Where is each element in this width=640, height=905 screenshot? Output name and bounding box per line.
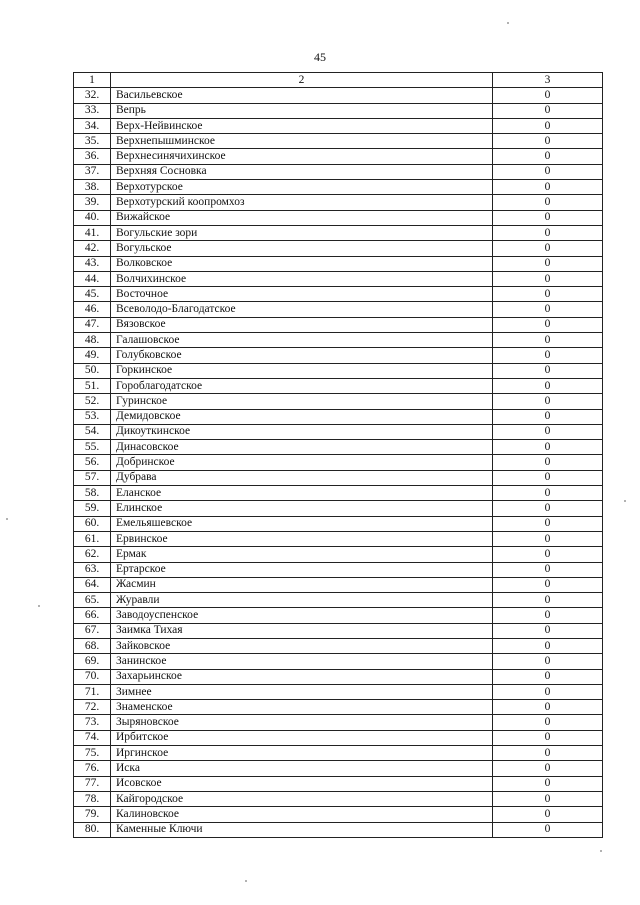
row-name-cell: Ертарское xyxy=(111,562,493,577)
scan-speck xyxy=(38,605,40,607)
table-row xyxy=(74,531,603,546)
row-name-cell: Верхотурский коопромхоз xyxy=(111,195,493,210)
row-value-cell: 0 xyxy=(493,654,603,669)
row-name-cell: Демидовское xyxy=(111,409,493,424)
row-number-cell: 41. xyxy=(74,225,111,240)
table-row xyxy=(74,684,603,699)
row-number-cell: 45. xyxy=(74,287,111,302)
row-value-cell: 0 xyxy=(493,317,603,332)
row-value-cell: 0 xyxy=(493,791,603,806)
row-number-cell: 64. xyxy=(74,577,111,592)
row-name-cell: Дикоуткинское xyxy=(111,424,493,439)
row-number-cell: 47. xyxy=(74,317,111,332)
row-number-cell: 56. xyxy=(74,455,111,470)
row-value-cell: 0 xyxy=(493,807,603,822)
row-value-cell: 0 xyxy=(493,822,603,837)
row-name-cell: Гуринское xyxy=(111,394,493,409)
row-value-cell: 0 xyxy=(493,271,603,286)
row-name-cell: Кайгородское xyxy=(111,791,493,806)
row-value-cell: 0 xyxy=(493,210,603,225)
row-value-cell: 0 xyxy=(493,669,603,684)
table-row xyxy=(74,103,603,118)
row-name-cell: Добринское xyxy=(111,455,493,470)
row-number-cell: 70. xyxy=(74,669,111,684)
row-value-cell: 0 xyxy=(493,761,603,776)
row-value-cell: 0 xyxy=(493,746,603,761)
table-row xyxy=(74,608,603,623)
row-value-cell: 0 xyxy=(493,516,603,531)
row-name-cell: Вепрь xyxy=(111,103,493,118)
row-name-cell: Вижайское xyxy=(111,210,493,225)
table-row xyxy=(74,134,603,149)
row-name-cell: Заводоуспенское xyxy=(111,608,493,623)
row-value-cell: 0 xyxy=(493,455,603,470)
row-number-cell: 54. xyxy=(74,424,111,439)
row-number-cell: 69. xyxy=(74,654,111,669)
row-name-cell: Верхнесинячихинское xyxy=(111,149,493,164)
table-row xyxy=(74,424,603,439)
table-row xyxy=(74,195,603,210)
table-row xyxy=(74,593,603,608)
row-name-cell: Восточное xyxy=(111,287,493,302)
row-value-cell: 0 xyxy=(493,409,603,424)
table-row xyxy=(74,623,603,638)
row-value-cell: 0 xyxy=(493,638,603,653)
row-name-cell: Зимнее xyxy=(111,684,493,699)
row-name-cell: Галашовское xyxy=(111,333,493,348)
row-name-cell: Захарьинское xyxy=(111,669,493,684)
row-value-cell: 0 xyxy=(493,623,603,638)
row-number-cell: 59. xyxy=(74,501,111,516)
row-name-cell: Голубковское xyxy=(111,348,493,363)
table-row xyxy=(74,638,603,653)
data-table xyxy=(73,72,603,838)
row-name-cell: Верхнепышминское xyxy=(111,134,493,149)
row-value-cell: 0 xyxy=(493,501,603,516)
row-number-cell: 33. xyxy=(74,103,111,118)
row-value-cell: 0 xyxy=(493,103,603,118)
row-number-cell: 34. xyxy=(74,118,111,133)
table-row xyxy=(74,333,603,348)
row-value-cell: 0 xyxy=(493,424,603,439)
row-number-cell: 40. xyxy=(74,210,111,225)
row-name-cell: Емельяшевское xyxy=(111,516,493,531)
table-row xyxy=(74,302,603,317)
table-header-row xyxy=(74,73,603,88)
table-row xyxy=(74,348,603,363)
row-name-cell: Всеволодо-Благодатское xyxy=(111,302,493,317)
table-row xyxy=(74,822,603,837)
scan-speck xyxy=(600,850,602,852)
row-number-cell: 72. xyxy=(74,700,111,715)
table-row xyxy=(74,669,603,684)
row-name-cell: Ервинское xyxy=(111,531,493,546)
row-value-cell: 0 xyxy=(493,715,603,730)
table-row xyxy=(74,761,603,776)
row-number-cell: 76. xyxy=(74,761,111,776)
row-value-cell: 0 xyxy=(493,134,603,149)
row-value-cell: 0 xyxy=(493,333,603,348)
row-value-cell: 0 xyxy=(493,440,603,455)
table-row xyxy=(74,378,603,393)
row-name-cell: Знаменское xyxy=(111,700,493,715)
table-row xyxy=(74,746,603,761)
table-row xyxy=(74,807,603,822)
row-name-cell: Исовское xyxy=(111,776,493,791)
row-number-cell: 42. xyxy=(74,241,111,256)
row-number-cell: 66. xyxy=(74,608,111,623)
row-number-cell: 80. xyxy=(74,822,111,837)
row-value-cell: 0 xyxy=(493,225,603,240)
row-name-cell: Вязовское xyxy=(111,317,493,332)
row-name-cell: Гороблагодатское xyxy=(111,378,493,393)
scan-speck xyxy=(624,500,626,502)
row-name-cell: Ирбитское xyxy=(111,730,493,745)
row-number-cell: 62. xyxy=(74,547,111,562)
row-value-cell: 0 xyxy=(493,241,603,256)
row-name-cell: Верхняя Сосновка xyxy=(111,164,493,179)
row-name-cell: Вогульские зори xyxy=(111,225,493,240)
row-value-cell: 0 xyxy=(493,531,603,546)
row-number-cell: 51. xyxy=(74,378,111,393)
row-number-cell: 55. xyxy=(74,440,111,455)
row-number-cell: 68. xyxy=(74,638,111,653)
row-value-cell: 0 xyxy=(493,608,603,623)
row-number-cell: 53. xyxy=(74,409,111,424)
row-name-cell: Верх-Нейвинское xyxy=(111,118,493,133)
row-number-cell: 46. xyxy=(74,302,111,317)
row-name-cell: Динасовское xyxy=(111,440,493,455)
row-name-cell: Зайковское xyxy=(111,638,493,653)
row-value-cell: 0 xyxy=(493,470,603,485)
row-name-cell: Заимка Тихая xyxy=(111,623,493,638)
row-number-cell: 35. xyxy=(74,134,111,149)
row-value-cell: 0 xyxy=(493,302,603,317)
row-number-cell: 43. xyxy=(74,256,111,271)
row-value-cell: 0 xyxy=(493,700,603,715)
scan-speck xyxy=(245,880,247,882)
row-name-cell: Ермак xyxy=(111,547,493,562)
table-row xyxy=(74,501,603,516)
table-row xyxy=(74,455,603,470)
row-value-cell: 0 xyxy=(493,88,603,103)
row-number-cell: 75. xyxy=(74,746,111,761)
table-row xyxy=(74,516,603,531)
row-value-cell: 0 xyxy=(493,256,603,271)
row-value-cell: 0 xyxy=(493,776,603,791)
row-name-cell: Васильевское xyxy=(111,88,493,103)
table-row xyxy=(74,470,603,485)
row-number-cell: 52. xyxy=(74,394,111,409)
row-name-cell: Елинское xyxy=(111,501,493,516)
row-name-cell: Каменные Ключи xyxy=(111,822,493,837)
row-number-cell: 44. xyxy=(74,271,111,286)
table-row xyxy=(74,486,603,501)
table-row xyxy=(74,791,603,806)
row-value-cell: 0 xyxy=(493,547,603,562)
row-number-cell: 58. xyxy=(74,486,111,501)
table-row xyxy=(74,271,603,286)
row-number-cell: 79. xyxy=(74,807,111,822)
row-number-cell: 50. xyxy=(74,363,111,378)
table-row xyxy=(74,317,603,332)
row-number-cell: 39. xyxy=(74,195,111,210)
row-value-cell: 0 xyxy=(493,180,603,195)
row-value-cell: 0 xyxy=(493,394,603,409)
row-number-cell: 65. xyxy=(74,593,111,608)
table-row xyxy=(74,256,603,271)
table-row xyxy=(74,149,603,164)
row-name-cell: Жасмин xyxy=(111,577,493,592)
row-name-cell: Волковское xyxy=(111,256,493,271)
table-row xyxy=(74,225,603,240)
row-number-cell: 63. xyxy=(74,562,111,577)
row-name-cell: Волчихинское xyxy=(111,271,493,286)
table-row xyxy=(74,440,603,455)
row-number-cell: 32. xyxy=(74,88,111,103)
row-value-cell: 0 xyxy=(493,684,603,699)
row-name-cell: Вогульское xyxy=(111,241,493,256)
row-name-cell: Верхотурское xyxy=(111,180,493,195)
table-row xyxy=(74,118,603,133)
table-row xyxy=(74,287,603,302)
table-row xyxy=(74,164,603,179)
table-row xyxy=(74,577,603,592)
row-number-cell: 78. xyxy=(74,791,111,806)
row-number-cell: 36. xyxy=(74,149,111,164)
row-name-cell: Дубрава xyxy=(111,470,493,485)
row-name-cell: Калиновское xyxy=(111,807,493,822)
header-col-3: 3 xyxy=(493,73,603,88)
row-value-cell: 0 xyxy=(493,577,603,592)
row-number-cell: 60. xyxy=(74,516,111,531)
row-name-cell: Горкинское xyxy=(111,363,493,378)
row-number-cell: 37. xyxy=(74,164,111,179)
table-row xyxy=(74,363,603,378)
row-number-cell: 71. xyxy=(74,684,111,699)
table-row xyxy=(74,776,603,791)
row-value-cell: 0 xyxy=(493,118,603,133)
table-row xyxy=(74,700,603,715)
table-row xyxy=(74,210,603,225)
row-value-cell: 0 xyxy=(493,378,603,393)
table-row xyxy=(74,394,603,409)
row-value-cell: 0 xyxy=(493,164,603,179)
table-row xyxy=(74,730,603,745)
row-value-cell: 0 xyxy=(493,287,603,302)
row-value-cell: 0 xyxy=(493,593,603,608)
row-name-cell: Занинское xyxy=(111,654,493,669)
row-number-cell: 74. xyxy=(74,730,111,745)
row-number-cell: 77. xyxy=(74,776,111,791)
table-row xyxy=(74,654,603,669)
row-value-cell: 0 xyxy=(493,149,603,164)
table-row xyxy=(74,562,603,577)
table-row xyxy=(74,88,603,103)
row-number-cell: 49. xyxy=(74,348,111,363)
row-value-cell: 0 xyxy=(493,486,603,501)
row-value-cell: 0 xyxy=(493,730,603,745)
row-number-cell: 61. xyxy=(74,531,111,546)
row-name-cell: Журавли xyxy=(111,593,493,608)
row-value-cell: 0 xyxy=(493,363,603,378)
row-name-cell: Иргинское xyxy=(111,746,493,761)
row-number-cell: 48. xyxy=(74,333,111,348)
row-number-cell: 57. xyxy=(74,470,111,485)
table-row xyxy=(74,715,603,730)
scan-speck xyxy=(507,22,509,24)
scan-speck xyxy=(6,518,8,520)
row-number-cell: 67. xyxy=(74,623,111,638)
table-row xyxy=(74,547,603,562)
row-value-cell: 0 xyxy=(493,348,603,363)
row-number-cell: 73. xyxy=(74,715,111,730)
page-number: 45 xyxy=(314,50,326,64)
header-col-2: 2 xyxy=(111,73,493,88)
row-name-cell: Еланское xyxy=(111,486,493,501)
row-name-cell: Иска xyxy=(111,761,493,776)
table-row xyxy=(74,180,603,195)
row-name-cell: Зыряновское xyxy=(111,715,493,730)
table-row xyxy=(74,409,603,424)
row-value-cell: 0 xyxy=(493,562,603,577)
table-row xyxy=(74,241,603,256)
row-number-cell: 38. xyxy=(74,180,111,195)
row-value-cell: 0 xyxy=(493,195,603,210)
header-col-1: 1 xyxy=(74,73,111,88)
